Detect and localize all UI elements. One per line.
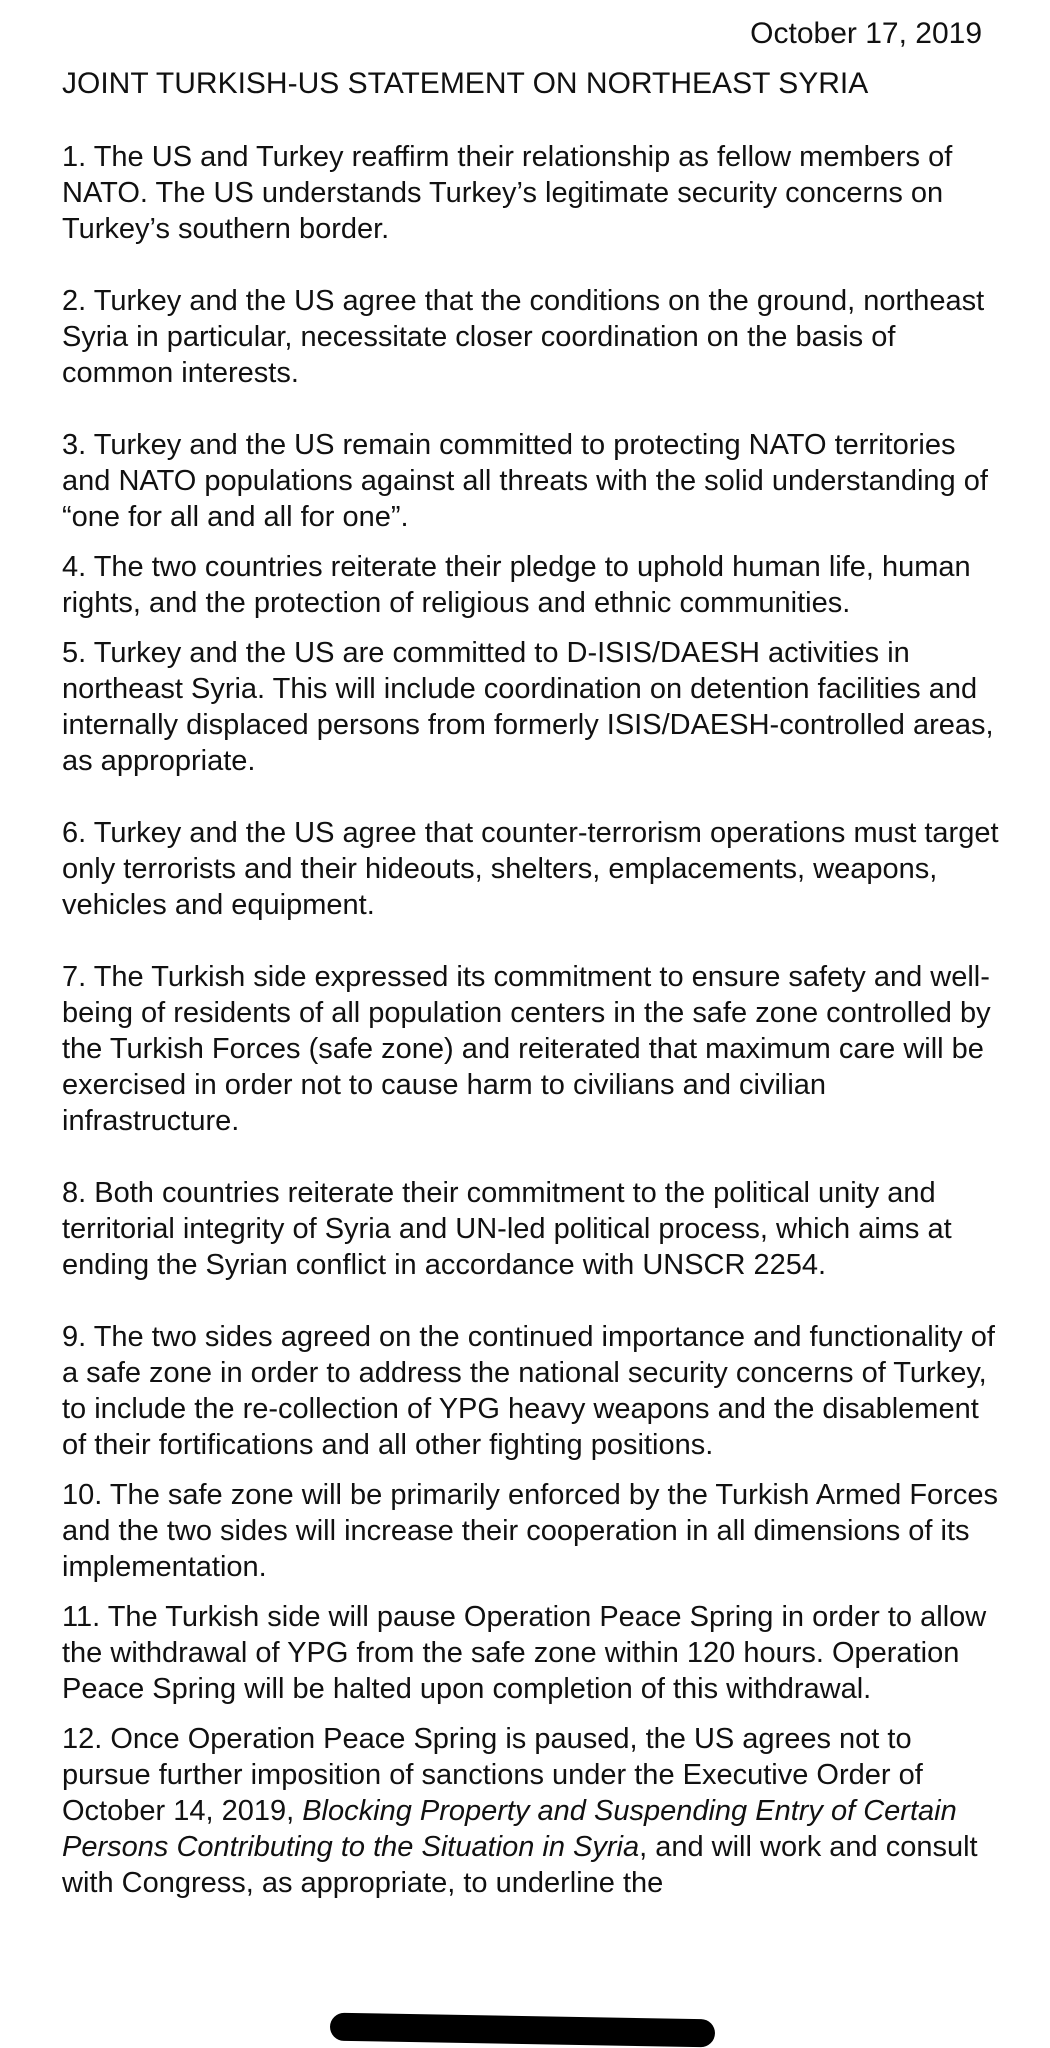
document-date: October 17, 2019 xyxy=(750,17,982,50)
paragraph-3: 3. Turkey and the US remain committed to protecting NATO territories and NATO populations against all threats with the solid understanding of “one for all and all for one”. xyxy=(62,429,988,533)
paragraph-12-lead: 12. Once Operation Peace Spring is paused, the US agrees not to pursue further imposition of sanctions under the Executive Order of October 14, 2019, xyxy=(62,1723,923,1827)
paragraph-9: 9. The two sides agreed on the continued importance and functionality of a safe zone in order to address the national security concerns of Turkey, to include the re-collection of YPG heavy weapons and the disablement of their fortifications and all other fighting positions. xyxy=(62,1321,995,1461)
paragraph-6: 6. Turkey and the US agree that counter-terrorism operations must target only terrorists and their hideouts, shelters, emplacements, weapons, vehicles and equipment. xyxy=(62,817,999,921)
paragraph-12 xyxy=(62,1721,1002,1901)
paragraph-2: 2. Turkey and the US agree that the conditions on the ground, northeast Syria in particular, necessitate closer coordination on the basis of common interests. xyxy=(62,285,985,389)
paragraph-4: 4. The two countries reiterate their pledge to uphold human life, human rights, and the protection of religious and ethnic communities. xyxy=(62,551,971,619)
redaction-mark xyxy=(330,2013,715,2048)
paragraph-10: 10. The safe zone will be primarily enforced by the Turkish Armed Forces and the two sides will increase their cooperation in all dimensions of its implementation. xyxy=(62,1479,998,1583)
document-title: JOINT TURKISH-US STATEMENT ON NORTHEAST SYRIA xyxy=(62,67,869,100)
statement-body xyxy=(62,139,1002,1901)
executive-order-title: Blocking Property and Suspending Entry of Certain Persons Contributing to the Situation in Syria xyxy=(62,1795,957,1863)
paragraph-1: 1. The US and Turkey reaffirm their relationship as fellow members of NATO. The US understands Turkey’s legitimate security concerns on Turkey’s southern border. xyxy=(62,141,953,245)
paragraph-12-tail: , and will work and consult with Congress, as appropriate, to underline the xyxy=(62,1831,978,1899)
paragraph-11: 11. The Turkish side will pause Operation Peace Spring in order to allow the withdrawal of YPG from the safe zone within 120 hours. Operation Peace Spring will be halted upon completion of this withdrawal. xyxy=(62,1601,987,1705)
paragraph-5: 5. Turkey and the US are committed to D-ISIS/DAESH activities in northeast Syria. This will include coordination on detention facilities and internally displaced persons from formerly ISIS/DAESH-controlled areas, as appropriate. xyxy=(62,637,994,777)
paragraph-8: 8. Both countries reiterate their commitment to the political unity and territorial integrity of Syria and UN-led political process, which aims at ending the Syrian conflict in accordance with UNSCR 2254. xyxy=(62,1177,952,1281)
paragraph-7: 7. The Turkish side expressed its commitment to ensure safety and well-being of residents of all population centers in the safe zone controlled by the Turkish Forces (safe zone) and reiterated that maximum care will be exercised in order not to cause harm to civilians and civilian infrastructure. xyxy=(62,961,991,1137)
